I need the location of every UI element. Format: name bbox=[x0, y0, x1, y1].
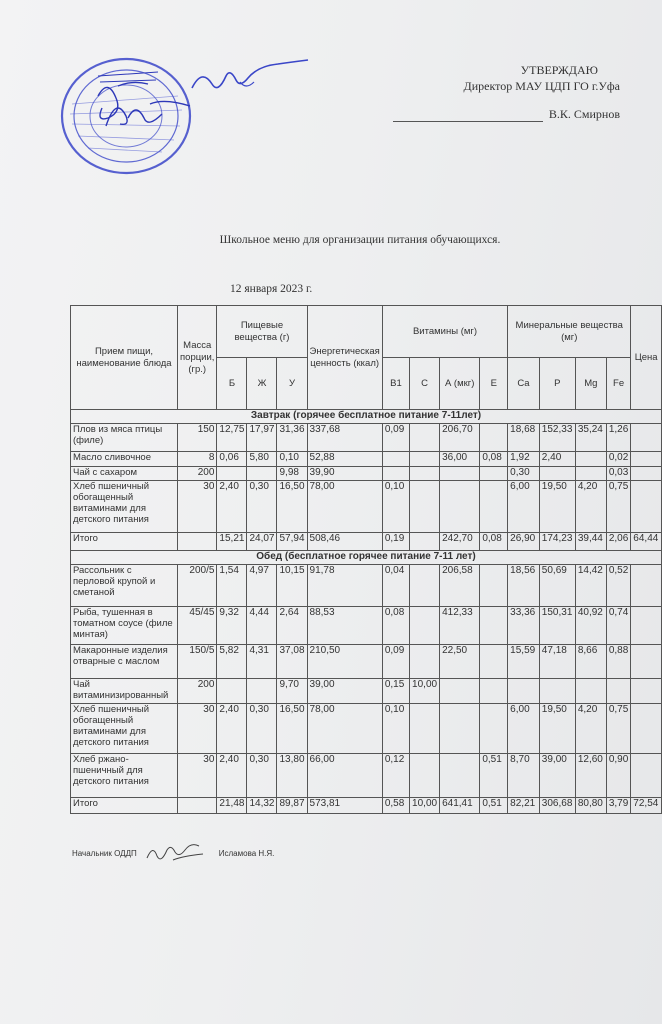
table-row bbox=[71, 533, 662, 551]
table-cell bbox=[440, 481, 480, 533]
official-seal-stamp bbox=[58, 56, 196, 176]
header-sub: Б bbox=[217, 358, 247, 410]
approval-heading: УТВЕРЖДАЮ bbox=[520, 63, 598, 77]
table-cell: 0,08 bbox=[480, 533, 508, 551]
table-cell: 8,66 bbox=[575, 645, 606, 679]
table-cell bbox=[631, 754, 662, 798]
table-cell: 337,68 bbox=[307, 424, 382, 452]
table-cell: 174,23 bbox=[539, 533, 575, 551]
table-cell: 9,32 bbox=[217, 607, 247, 645]
table-cell: 66,00 bbox=[307, 754, 382, 798]
table-cell: 36,00 bbox=[440, 452, 480, 467]
dish-name: Рассольник с перловой крупой и сметаной bbox=[71, 565, 178, 607]
table-cell: 152,33 bbox=[539, 424, 575, 452]
table-cell: 0,75 bbox=[606, 704, 630, 754]
table-cell: 52,88 bbox=[307, 452, 382, 467]
table-cell: 21,48 bbox=[217, 798, 247, 814]
header-nutrients: Пищевые вещества (г) bbox=[217, 306, 307, 358]
header-sub: В1 bbox=[382, 358, 409, 410]
table-cell bbox=[606, 679, 630, 704]
table-row bbox=[71, 467, 662, 481]
table-cell bbox=[508, 679, 540, 704]
table-cell: 15,21 bbox=[217, 533, 247, 551]
table-row bbox=[71, 452, 662, 467]
table-cell: 0,30 bbox=[247, 481, 277, 533]
table-cell: 12,75 bbox=[217, 424, 247, 452]
table-cell: 26,90 bbox=[508, 533, 540, 551]
table-cell: 0,51 bbox=[480, 798, 508, 814]
footer-name: Исламова Н.Я. bbox=[218, 848, 275, 858]
header-sub: Mg bbox=[575, 358, 606, 410]
table-cell: 573,81 bbox=[307, 798, 382, 814]
table-row bbox=[71, 481, 662, 533]
table-cell: 0,19 bbox=[382, 533, 409, 551]
approval-block bbox=[380, 62, 620, 122]
dish-name: Масло сливочное bbox=[71, 452, 178, 467]
table-cell: 0,75 bbox=[606, 481, 630, 533]
table-cell: 16,50 bbox=[277, 481, 307, 533]
dish-name: Итого bbox=[71, 533, 178, 551]
table-cell: 88,53 bbox=[307, 607, 382, 645]
table-cell: 72,54 bbox=[631, 798, 662, 814]
table-cell: 17,97 bbox=[247, 424, 277, 452]
table-cell bbox=[631, 424, 662, 452]
table-cell: 9,98 bbox=[277, 467, 307, 481]
table-row bbox=[71, 565, 662, 607]
table-cell: 78,00 bbox=[307, 481, 382, 533]
table-cell: 4,20 bbox=[575, 481, 606, 533]
table-cell: 0,30 bbox=[247, 754, 277, 798]
header-sub: P bbox=[539, 358, 575, 410]
header-minerals: Минеральные вещества (мг) bbox=[508, 306, 631, 358]
table-cell: 4,44 bbox=[247, 607, 277, 645]
table-cell bbox=[410, 565, 440, 607]
table-cell: 82,21 bbox=[508, 798, 540, 814]
table-cell: 6,00 bbox=[508, 481, 540, 533]
table-cell: 30 bbox=[178, 754, 217, 798]
table-cell: 57,94 bbox=[277, 533, 307, 551]
header-vitamins: Витамины (мг) bbox=[382, 306, 507, 358]
table-cell bbox=[480, 704, 508, 754]
table-cell bbox=[410, 481, 440, 533]
table-cell: 39,00 bbox=[539, 754, 575, 798]
menu-table bbox=[70, 305, 662, 814]
table-cell: 0,30 bbox=[508, 467, 540, 481]
table-cell: 4,97 bbox=[247, 565, 277, 607]
table-cell bbox=[410, 645, 440, 679]
table-cell bbox=[247, 679, 277, 704]
table-cell: 2,40 bbox=[217, 704, 247, 754]
dish-name: Итого bbox=[71, 798, 178, 814]
table-cell: 0,90 bbox=[606, 754, 630, 798]
table-cell: 210,50 bbox=[307, 645, 382, 679]
table-cell: 0,09 bbox=[382, 645, 409, 679]
table-cell: 200 bbox=[178, 467, 217, 481]
table-row bbox=[71, 754, 662, 798]
table-cell: 242,70 bbox=[440, 533, 480, 551]
dish-name: Рыба, тушенная в томатном соусе (филе минтая) bbox=[71, 607, 178, 645]
table-cell: 30 bbox=[178, 704, 217, 754]
table-cell: 4,31 bbox=[247, 645, 277, 679]
table-cell: 0,88 bbox=[606, 645, 630, 679]
table-cell bbox=[631, 607, 662, 645]
table-cell bbox=[480, 481, 508, 533]
footer-signature bbox=[72, 842, 274, 864]
table-cell bbox=[440, 679, 480, 704]
table-row bbox=[71, 645, 662, 679]
table-cell: 19,50 bbox=[539, 704, 575, 754]
table-cell bbox=[382, 467, 409, 481]
table-cell: 0,03 bbox=[606, 467, 630, 481]
table-cell: 64,44 bbox=[631, 533, 662, 551]
header-sub: С bbox=[410, 358, 440, 410]
header-sub: Е bbox=[480, 358, 508, 410]
dish-name: Чай с сахаром bbox=[71, 467, 178, 481]
table-cell bbox=[440, 704, 480, 754]
table-cell: 306,68 bbox=[539, 798, 575, 814]
table-cell: 0,10 bbox=[382, 704, 409, 754]
table-cell bbox=[217, 467, 247, 481]
document-title: Школьное меню для организации питания обучающихся. bbox=[219, 234, 501, 246]
table-cell: 0,08 bbox=[480, 452, 508, 467]
table-cell: 0,30 bbox=[247, 704, 277, 754]
table-cell: 1,26 bbox=[606, 424, 630, 452]
table-cell: 19,50 bbox=[539, 481, 575, 533]
table-cell: 13,80 bbox=[277, 754, 307, 798]
table-cell: 150/5 bbox=[178, 645, 217, 679]
table-cell: 1,92 bbox=[508, 452, 540, 467]
table-cell: 31,36 bbox=[277, 424, 307, 452]
table-cell bbox=[440, 754, 480, 798]
header-sub: Ca bbox=[508, 358, 540, 410]
table-row bbox=[71, 679, 662, 704]
header-sub: А (мкг) bbox=[440, 358, 480, 410]
dish-name: Плов из мяса птицы (филе) bbox=[71, 424, 178, 452]
table-cell: 39,00 bbox=[307, 679, 382, 704]
table-cell bbox=[575, 467, 606, 481]
table-cell: 0,04 bbox=[382, 565, 409, 607]
table-cell: 0,10 bbox=[277, 452, 307, 467]
dish-name: Хлеб пшеничный обогащенный витаминами для детского питания bbox=[71, 481, 178, 533]
section-header-row bbox=[71, 551, 662, 565]
table-cell bbox=[480, 607, 508, 645]
table-cell: 14,42 bbox=[575, 565, 606, 607]
table-cell: 45/45 bbox=[178, 607, 217, 645]
table-cell: 0,58 bbox=[382, 798, 409, 814]
header-mass: Масса порции, (гр.) bbox=[178, 306, 217, 410]
table-cell: 30 bbox=[178, 481, 217, 533]
table-cell bbox=[539, 467, 575, 481]
header-sub: У bbox=[277, 358, 307, 410]
table-cell: 22,50 bbox=[440, 645, 480, 679]
table-cell bbox=[410, 452, 440, 467]
director-signature bbox=[190, 58, 310, 98]
table-cell: 2,06 bbox=[606, 533, 630, 551]
table-cell bbox=[575, 452, 606, 467]
table-cell: 0,06 bbox=[217, 452, 247, 467]
table-cell: 0,12 bbox=[382, 754, 409, 798]
document-date: 12 января 2023 г. bbox=[230, 283, 313, 295]
table-cell: 150 bbox=[178, 424, 217, 452]
header-energy: Энергетическая ценность (ккал) bbox=[307, 306, 382, 410]
table-cell: 24,07 bbox=[247, 533, 277, 551]
table-cell: 0,02 bbox=[606, 452, 630, 467]
approval-name: В.К. Смирнов bbox=[548, 107, 620, 121]
table-cell: 8 bbox=[178, 452, 217, 467]
table-cell: 641,41 bbox=[440, 798, 480, 814]
table-cell: 2,40 bbox=[217, 754, 247, 798]
table-cell: 0,51 bbox=[480, 754, 508, 798]
table-cell: 40,92 bbox=[575, 607, 606, 645]
table-cell bbox=[631, 467, 662, 481]
table-cell bbox=[410, 754, 440, 798]
table-cell bbox=[480, 565, 508, 607]
footer-signature-mark bbox=[143, 842, 213, 864]
signature-line bbox=[393, 121, 543, 122]
dish-name: Чай витаминизированный bbox=[71, 679, 178, 704]
table-cell: 37,08 bbox=[277, 645, 307, 679]
table-cell bbox=[480, 467, 508, 481]
table-cell: 200 bbox=[178, 679, 217, 704]
table-cell: 2,40 bbox=[539, 452, 575, 467]
table-cell: 0,10 bbox=[382, 481, 409, 533]
table-cell: 0,15 bbox=[382, 679, 409, 704]
table-cell bbox=[631, 704, 662, 754]
table-cell: 412,33 bbox=[440, 607, 480, 645]
table-cell: 35,24 bbox=[575, 424, 606, 452]
table-cell: 16,50 bbox=[277, 704, 307, 754]
table-cell: 2,40 bbox=[217, 481, 247, 533]
section-header-row bbox=[71, 410, 662, 424]
table-cell: 0,08 bbox=[382, 607, 409, 645]
header-meal: Прием пищи, наименование блюда bbox=[71, 306, 178, 410]
table-row bbox=[71, 424, 662, 452]
table-cell bbox=[631, 481, 662, 533]
header-sub: Fe bbox=[606, 358, 630, 410]
table-cell bbox=[480, 679, 508, 704]
table-cell bbox=[217, 679, 247, 704]
table-cell bbox=[178, 798, 217, 814]
table-cell: 4,20 bbox=[575, 704, 606, 754]
table-row bbox=[71, 798, 662, 814]
table-cell bbox=[480, 424, 508, 452]
table-cell bbox=[480, 645, 508, 679]
table-cell bbox=[440, 467, 480, 481]
table-cell bbox=[178, 533, 217, 551]
table-cell: 10,15 bbox=[277, 565, 307, 607]
table-cell: 47,18 bbox=[539, 645, 575, 679]
table-row bbox=[71, 704, 662, 754]
table-cell: 1,54 bbox=[217, 565, 247, 607]
table-cell: 206,58 bbox=[440, 565, 480, 607]
table-cell: 9,70 bbox=[277, 679, 307, 704]
footer-position: Начальник ОДДП bbox=[72, 848, 137, 858]
table-cell: 14,32 bbox=[247, 798, 277, 814]
table-cell bbox=[631, 679, 662, 704]
table-cell: 50,69 bbox=[539, 565, 575, 607]
table-cell: 12,60 bbox=[575, 754, 606, 798]
section-title: Обед (бесплатное горячее питание 7-11 лет) bbox=[71, 551, 662, 565]
table-cell: 8,70 bbox=[508, 754, 540, 798]
table-cell bbox=[247, 467, 277, 481]
dish-name: Макаронные изделия отварные с маслом bbox=[71, 645, 178, 679]
table-cell: 18,68 bbox=[508, 424, 540, 452]
table-cell bbox=[539, 679, 575, 704]
table-cell: 5,82 bbox=[217, 645, 247, 679]
table-cell bbox=[410, 533, 440, 551]
table-cell: 2,64 bbox=[277, 607, 307, 645]
table-cell: 18,56 bbox=[508, 565, 540, 607]
table-cell: 91,78 bbox=[307, 565, 382, 607]
table-cell: 0,74 bbox=[606, 607, 630, 645]
table-cell bbox=[410, 424, 440, 452]
table-cell: 80,80 bbox=[575, 798, 606, 814]
table-cell: 0,09 bbox=[382, 424, 409, 452]
table-cell: 0,52 bbox=[606, 565, 630, 607]
table-cell: 6,00 bbox=[508, 704, 540, 754]
table-cell: 206,70 bbox=[440, 424, 480, 452]
section-title: Завтрак (горячее бесплатное питание 7-11лет) bbox=[71, 410, 662, 424]
table-cell: 78,00 bbox=[307, 704, 382, 754]
table-cell: 150,31 bbox=[539, 607, 575, 645]
table-cell: 10,00 bbox=[410, 679, 440, 704]
table-cell: 39,90 bbox=[307, 467, 382, 481]
table-cell bbox=[410, 467, 440, 481]
dish-name: Хлеб ржано-пшеничный для детского питания bbox=[71, 754, 178, 798]
table-cell bbox=[631, 645, 662, 679]
table-cell bbox=[631, 452, 662, 467]
table-cell bbox=[410, 704, 440, 754]
table-cell: 5,80 bbox=[247, 452, 277, 467]
approval-position: Директор МАУ ЦДП ГО г.Уфа bbox=[463, 79, 620, 93]
table-cell: 89,87 bbox=[277, 798, 307, 814]
table-cell bbox=[382, 452, 409, 467]
table-cell: 39,44 bbox=[575, 533, 606, 551]
table-cell: 33,36 bbox=[508, 607, 540, 645]
table-cell: 508,46 bbox=[307, 533, 382, 551]
table-cell bbox=[410, 607, 440, 645]
dish-name: Хлеб пшеничный обогащенный витаминами для детского питания bbox=[71, 704, 178, 754]
table-cell: 15,59 bbox=[508, 645, 540, 679]
table-cell: 3,79 bbox=[606, 798, 630, 814]
header-price: Цена bbox=[631, 306, 662, 410]
header-sub: Ж bbox=[247, 358, 277, 410]
table-row bbox=[71, 607, 662, 645]
table-cell bbox=[575, 679, 606, 704]
table-cell: 200/5 bbox=[178, 565, 217, 607]
table-cell: 10,00 bbox=[410, 798, 440, 814]
table-cell bbox=[631, 565, 662, 607]
